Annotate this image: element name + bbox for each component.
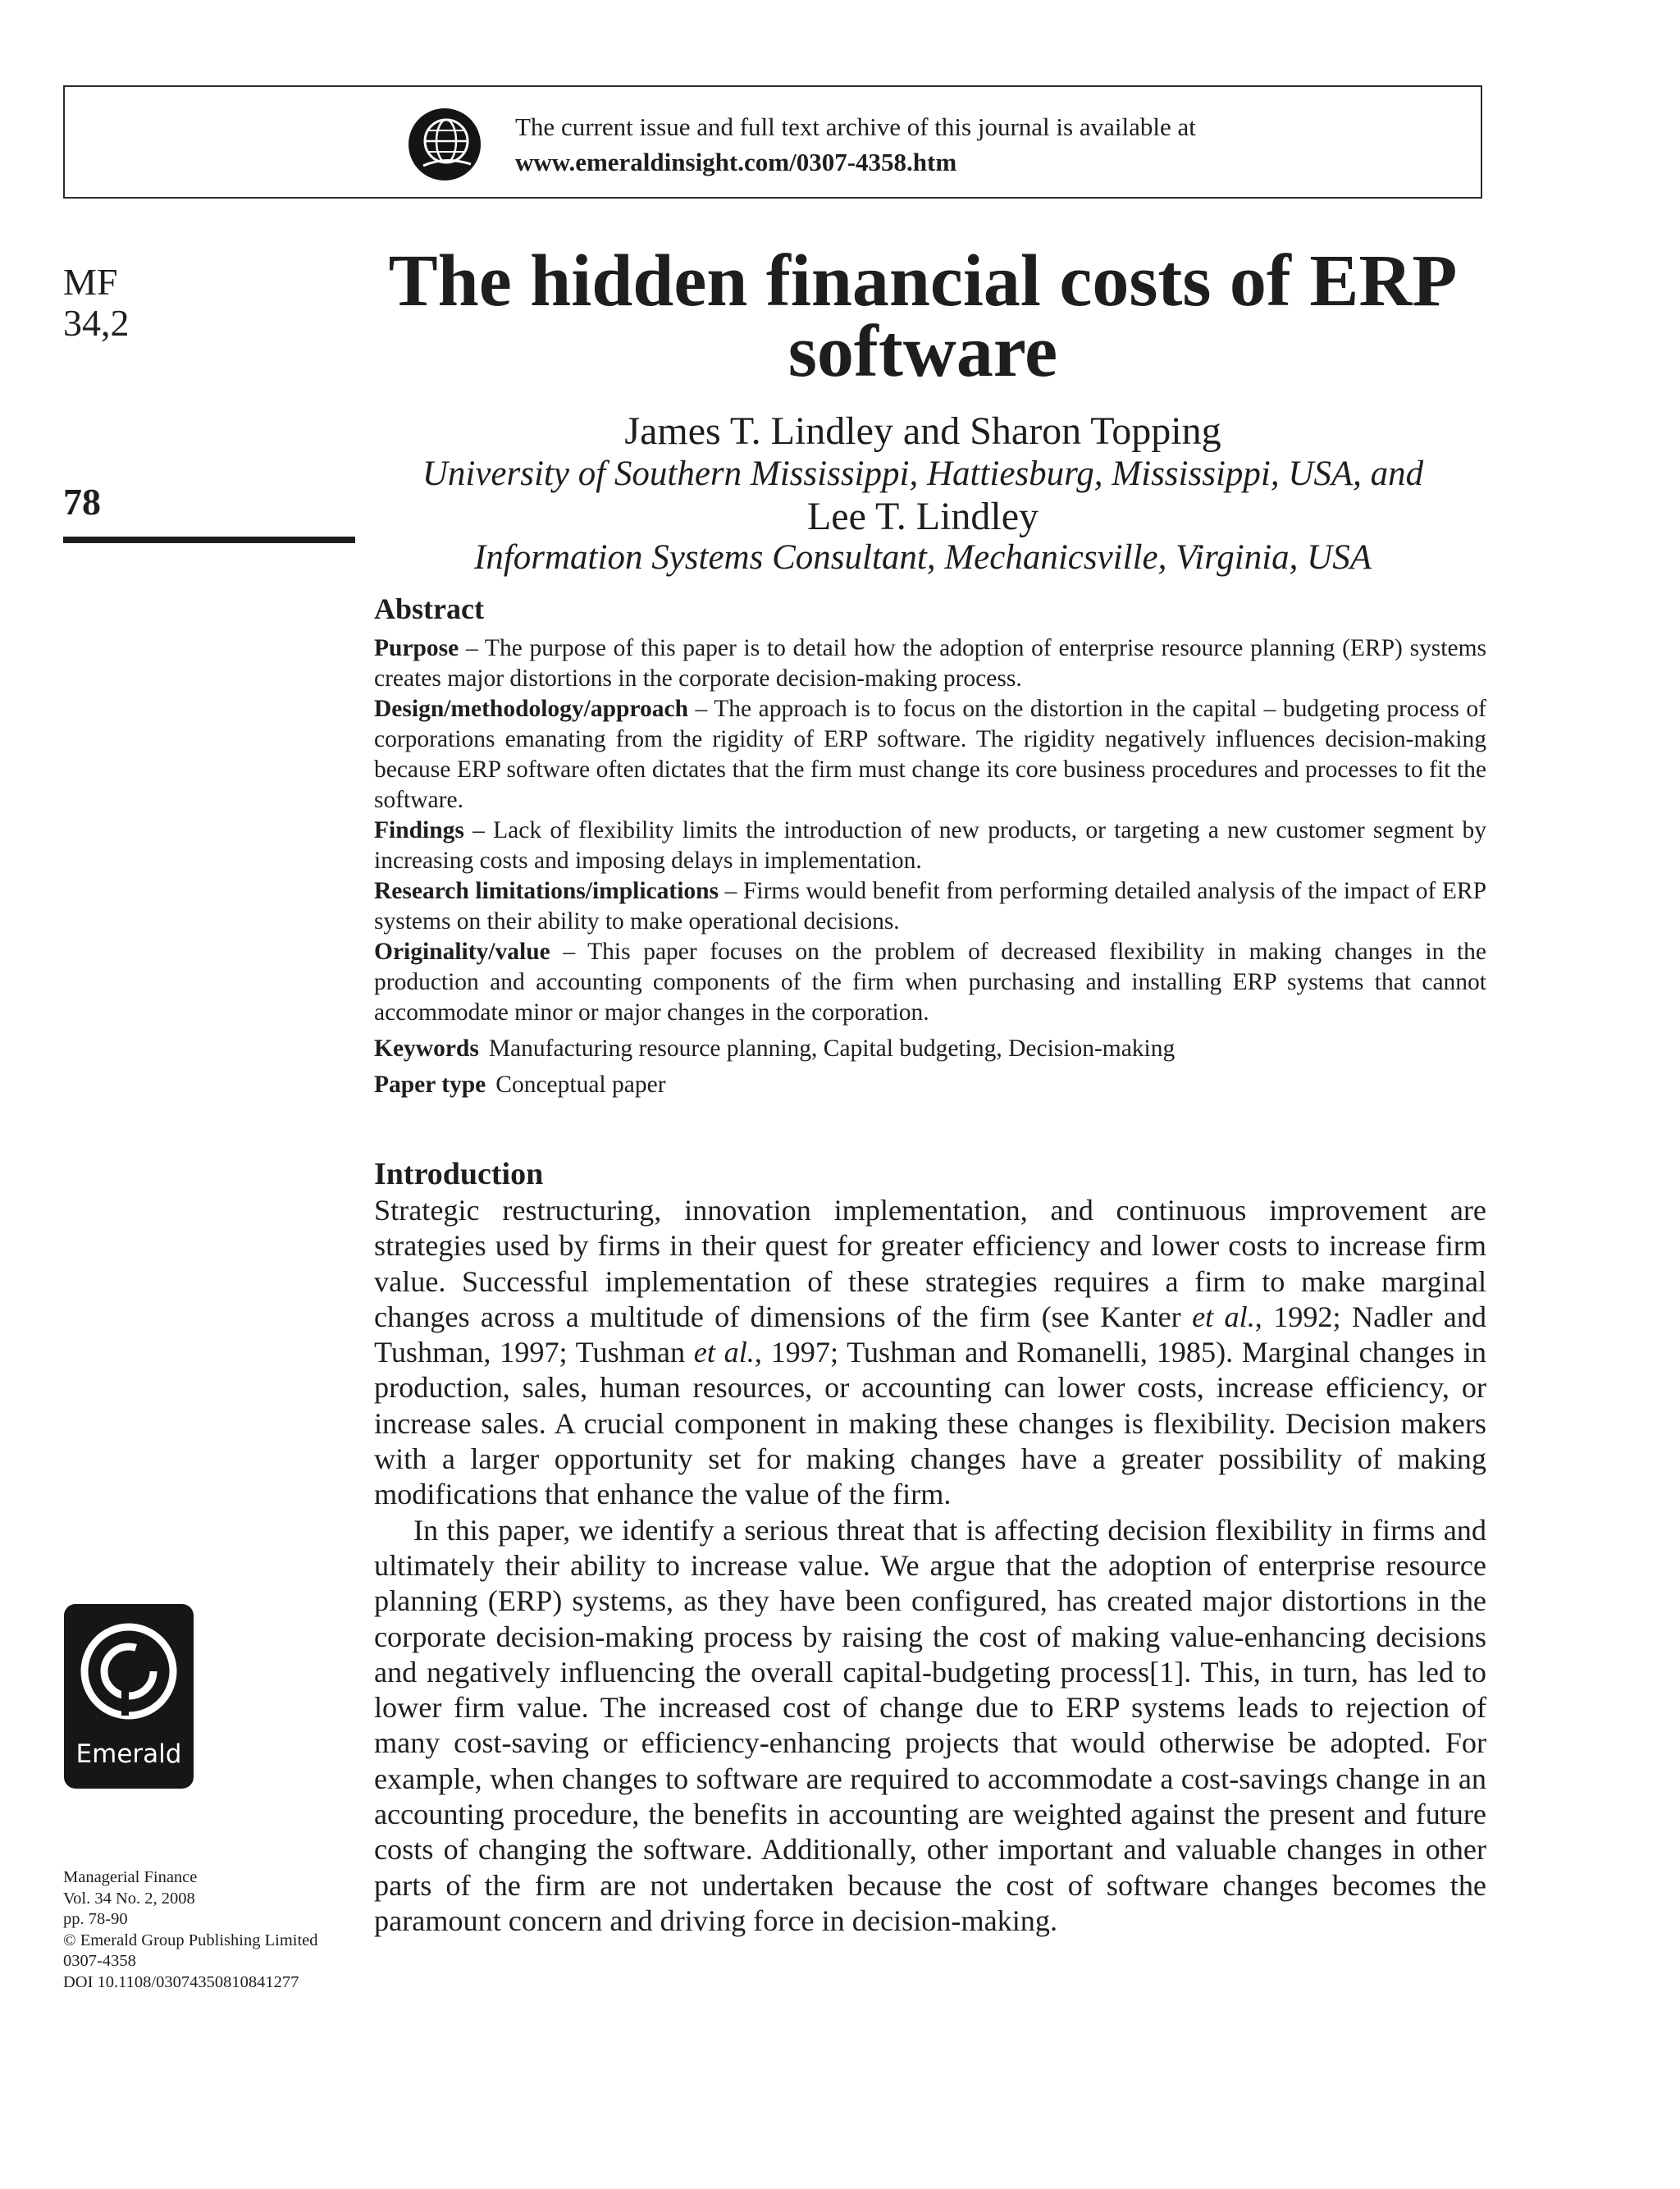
abstract-purpose-text: – The purpose of this paper is to detail how the adoption of enterprise resource planning (ERP) systems creates major distortions in the corporate decision-making process. [374,635,1486,692]
abstract-body [374,633,1486,1028]
abstract-design-label: Design/methodology/approach [374,696,688,722]
page-number: 78 [63,481,101,523]
abstract-findings-label: Findings [374,817,464,843]
article-title: The hidden financial costs of ERP software [388,240,1458,392]
paper-type-text: Conceptual paper [495,1072,666,1098]
citation-doi[interactable]: DOI 10.1108/03074350810841277 [63,1972,299,1991]
globe-icon [407,107,482,182]
journal-code: MF [63,261,118,303]
affiliation-secondary: Information Systems Consultant, Mechanicsville, Virginia, USA [474,538,1372,577]
journal-url[interactable]: www.emeraldinsight.com/0307-4358.htm [515,148,957,176]
emerald-logo-text: Emerald [75,1739,182,1769]
paragraph-1-part-a: Strategic restructuring, innovation implementation, and continuous improvement are strategies used by firms in their quest for greater efficiency and lower costs to increase firm value. Successful implementation of these strategies requires a firm to make marginal changes across a multitude of dimensions of the firm (see Kanter [374,1194,1486,1333]
abstract-research-text: – Firms would benefit from performing detailed analysis of the impact of ERP systems on their ability to make operational decisions. [374,878,1486,935]
margin-divider [63,537,355,543]
paragraph-2: In this paper, we identify a serious threat that is affecting decision flexibility in firms and ultimately their ability to increase value. We argue that the adoption of enterprise resource planning (ERP) systems, as they have been configured, has created major distortions in the corporate decision-making process by raising the cost of making value-enhancing decisions and negatively influencing the overall capital-budgeting process[1]. This, in turn, has led to lower firm value. The increased cost of change due to ERP systems leads to rejection of many cost-saving or efficiency-enhancing projects that would otherwise be adopted. For example, when changes to software are required to accommodate a cost-savings change in an accounting procedure, the benefits in accounting are weighted against the present and future costs of changing the software. Additionally, other important and valuable changes in other parts of the firm are not undertaken because the cost of software changes becomes the paramount concern and driving force in decision-making. [374,1513,1486,1937]
keywords-text: Manufacturing resource planning, Capital budgeting, Decision-making [488,1035,1176,1062]
authors-secondary: Lee T. Lindley [806,495,1039,538]
introduction-body [374,1193,1486,1939]
authors-primary: James T. Lindley and Sharon Topping [624,409,1221,453]
abstract-findings [374,816,1486,876]
abstract-design [374,694,1486,816]
citation-etal-1: et al. [1192,1300,1255,1333]
journal-volume: 34,2 [63,302,130,344]
introduction-heading: Introduction [374,1157,544,1191]
abstract-purpose-label: Purpose [374,635,459,661]
paper-type-line [374,1068,666,1101]
abstract-originality [374,937,1486,1028]
citation-copyright: © Emerald Group Publishing Limited [63,1931,318,1949]
abstract-research-label: Research limitations/implications [374,878,719,904]
affiliation-primary: University of Southern Mississippi, Hattiesburg, Mississippi, USA, and [422,455,1424,493]
citation-etal-2: et al. [693,1336,755,1369]
citation-volume: Vol. 34 No. 2, 2008 [63,1889,195,1908]
keywords-label: Keywords [374,1035,479,1062]
citation-block [63,1867,367,1993]
citation-pages: pp. 78-90 [63,1910,128,1928]
abstract-findings-text: – Lack of flexibility limits the introduction of new products, or targeting a new customer segment by increasing costs and imposing delays in implementation. [374,817,1486,874]
citation-issn: 0307-4358 [63,1952,136,1970]
abstract-heading: Abstract [374,592,484,625]
abstract-originality-text: – This paper focuses on the problem of decreased flexibility in making changes in the production and accounting components of the firm when purchasing and installing ERP systems that cannot accommodate minor or major changes in the corporation. [374,939,1486,1026]
paper-type-label: Paper type [374,1072,486,1098]
citation-journal: Managerial Finance [63,1868,198,1886]
paragraph-1-part-b: , 1992; Nadler and Tushman, 1997; Tushman [374,1300,1487,1369]
paragraph-1-part-c: , 1997; Tushman and Romanelli, 1985). Marginal changes in production, sales, human resources, or accounting can lower costs, increase efficiency, or increase sales. A crucial component in making these changes is flexibility. Decision makers with a larger opportunity set for making changes have a greater possibility of making modifications that enhance the value of the firm. [374,1336,1487,1511]
abstract-research [374,876,1486,937]
abstract-design-text: – The approach is to focus on the distortion in the capital – budgeting process of corporations emanating from the rigidity of ERP software. The rigidity negatively influences decision-making because ERP software often dictates that the firm must change its core business procedures and processes to fit the software. [374,696,1486,813]
abstract-originality-label: Originality/value [374,939,550,965]
banner-text: The current issue and full text archive of this journal is available at [515,112,1196,141]
abstract-purpose [374,633,1486,694]
paragraph-1 [374,1193,1486,1513]
keywords-line [374,1032,1175,1065]
